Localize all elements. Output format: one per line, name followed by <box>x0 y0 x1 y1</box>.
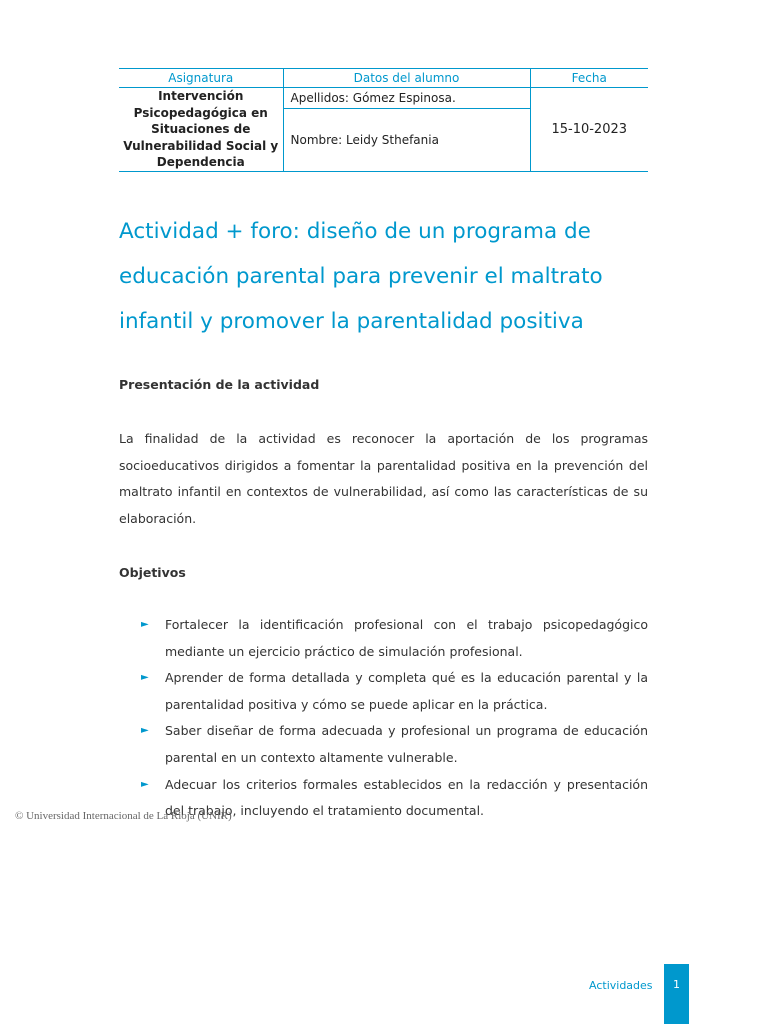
title-line: educación parental para prevenir el maltrato <box>119 264 603 289</box>
col-datos-header: Datos del alumno <box>283 69 530 88</box>
list-item <box>119 665 648 718</box>
footer-section-label: Actividades <box>589 979 653 992</box>
objetivos-heading: Objetivos <box>119 565 186 580</box>
apellidos-value: Apellidos: Gómez Espinosa. <box>283 88 530 109</box>
col-asignatura-header: Asignatura <box>119 69 283 88</box>
presentacion-heading: Presentación de la actividad <box>119 377 320 392</box>
asignatura-line: Situaciones de <box>151 122 251 137</box>
header-table <box>119 68 648 172</box>
asignatura-line: Dependencia <box>156 155 245 170</box>
fecha-value: 15-10-2023 <box>530 88 648 172</box>
list-item-text: Saber diseñar de forma adecuada y profesional un programa de educación parental en un contexto altamente vulnerable. <box>165 723 648 765</box>
title-line: Actividad + foro: diseño de un programa de <box>119 219 591 244</box>
asignatura-line: Psicopedagógica en <box>133 105 268 120</box>
list-item <box>119 718 648 771</box>
page-number-tab <box>664 964 689 1024</box>
asignatura-line: Intervención <box>158 89 244 104</box>
asignatura-value <box>119 88 283 172</box>
nombre-value: Nombre: Leidy Sthefania <box>283 109 530 172</box>
asignatura-line: Vulnerabilidad Social y <box>123 138 279 153</box>
triangle-bullet-icon: ► <box>141 778 149 790</box>
title-line: infantil y promover la parentalidad positiva <box>119 309 584 334</box>
presentacion-paragraph: La finalidad de la actividad es reconocer la aportación de los programas socioeducativos dirigidos a fomentar la parentalidad positiva en la prevención del maltrato infantil en contextos de vulnerabilidad, así como las características de su elaboración. <box>119 431 648 526</box>
list-item <box>119 612 648 665</box>
list-item-text: Aprender de forma detallada y completa qué es la educación parental y la parentalidad positiva y cómo se puede aplicar en la práctica. <box>165 670 648 712</box>
objetivos-list <box>119 612 648 825</box>
list-item-text: Fortalecer la identificación profesional con el trabajo psicopedagógico mediante un ejercicio práctico de simulación profesional. <box>165 617 648 659</box>
triangle-bullet-icon: ► <box>141 619 149 630</box>
page-number: 1 <box>673 978 680 991</box>
document-title <box>119 209 648 344</box>
copyright-notice: © Universidad Internacional de La Rioja (UNIR) <box>15 810 232 822</box>
col-fecha-header: Fecha <box>530 69 648 88</box>
triangle-bullet-icon: ► <box>141 725 149 737</box>
list-item-text: Adecuar los criterios formales establecidos en la redacción y presentación del trabajo, incluyendo el tratamiento documental. <box>165 776 648 819</box>
triangle-bullet-icon: ► <box>141 672 149 684</box>
